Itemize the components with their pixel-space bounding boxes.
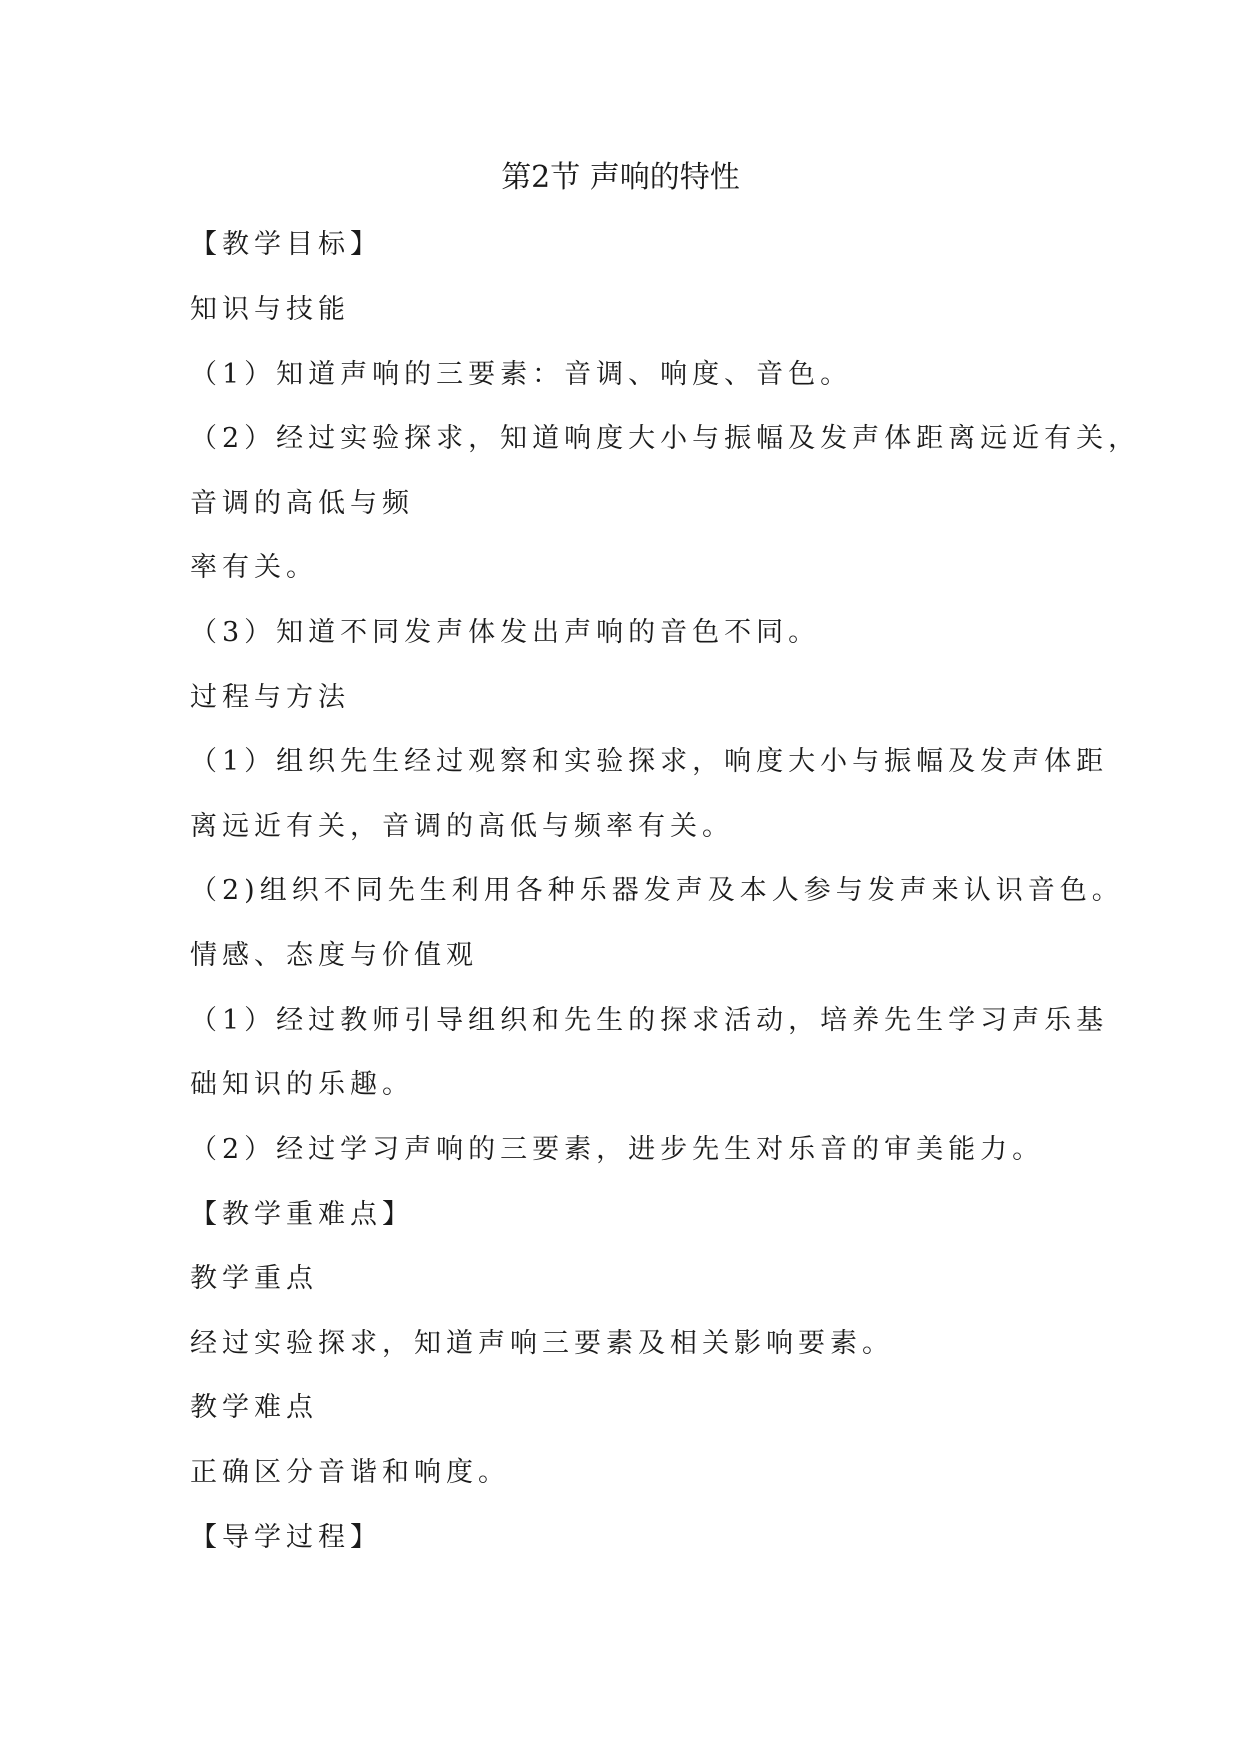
section-heading-guided-learning: 【导学过程】	[190, 1522, 382, 1553]
paragraph-line: （2）经过学习声响的三要素，进步先生对乐音的审美能力。	[190, 1134, 1045, 1165]
page-title: 第2节 声响的特性	[501, 160, 740, 195]
paragraph-line: 正确区分音谐和响度。	[190, 1457, 510, 1488]
subheading-key-points: 教学重点	[190, 1263, 318, 1294]
paragraph-line: （2）经过实验探求，知道响度大小与振幅及发声体距离远近有关，	[190, 423, 1141, 454]
paragraph-line: （2)组织不同先生利用各种乐器发声及本人参与发声来认识音色。	[190, 875, 1124, 906]
subheading-emotion-values: 情感、态度与价值观	[190, 940, 478, 971]
paragraph-line: 础知识的乐趣。	[190, 1069, 414, 1100]
section-heading-key-difficult-points: 【教学重难点】	[190, 1199, 414, 1230]
subheading-difficult-points: 教学难点	[190, 1392, 318, 1423]
paragraph-line: （3）知道不同发声体发出声响的音色不同。	[190, 617, 821, 648]
paragraph-line: 离远近有关，音调的高低与频率有关。	[190, 811, 734, 842]
paragraph-line: （1）组织先生经过观察和实验探求，响度大小与振幅及发声体距	[190, 746, 1109, 777]
paragraph-line: 经过实验探求，知道声响三要素及相关影响要素。	[190, 1328, 894, 1359]
paragraph-line: （1）知道声响的三要素：音调、响度、音色。	[190, 359, 853, 390]
paragraph-line: 音调的高低与频	[190, 488, 414, 519]
subheading-process-methods: 过程与方法	[190, 682, 350, 713]
subheading-knowledge-skills: 知识与技能	[190, 294, 350, 325]
paragraph-line: （1）经过教师引导组织和先生的探求活动，培养先生学习声乐基	[190, 1005, 1109, 1036]
section-heading-teaching-goals: 【教学目标】	[190, 229, 382, 260]
paragraph-line: 率有关。	[190, 552, 318, 583]
